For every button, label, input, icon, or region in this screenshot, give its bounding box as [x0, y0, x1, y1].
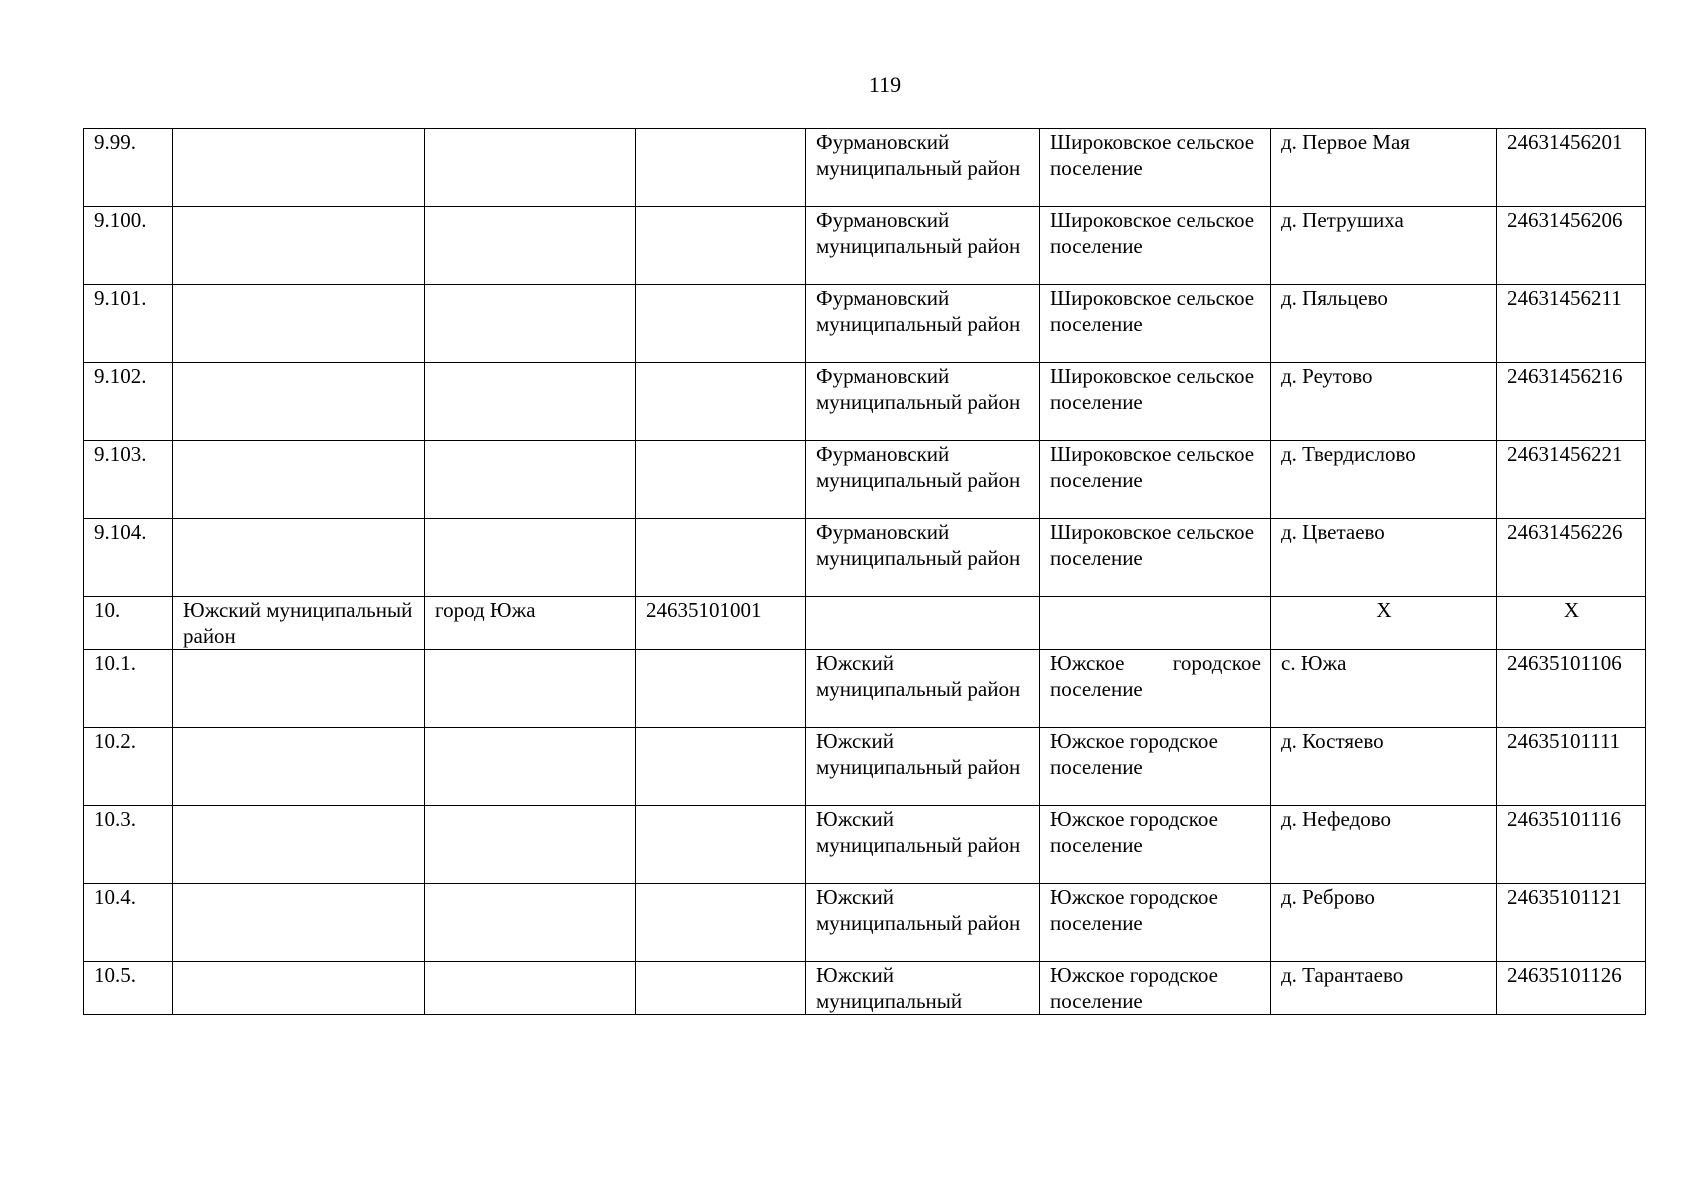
settlement-cell: Широковское сельское поселение: [1040, 207, 1271, 285]
district-name-cell: [173, 650, 425, 728]
district-name-cell: [173, 806, 425, 884]
table-row: [84, 207, 1646, 285]
code-cell: 24635101111: [1497, 728, 1646, 806]
locality-cell: д. Нефедово: [1271, 806, 1497, 884]
center-name-cell: [425, 962, 636, 1015]
center-name-cell: [425, 363, 636, 441]
code-cell: 24635101126: [1497, 962, 1646, 1015]
district-name-cell: [173, 728, 425, 806]
center-name-cell: [425, 728, 636, 806]
district-name-cell: [173, 441, 425, 519]
center-code-cell: [636, 884, 806, 962]
locality-cell: X: [1271, 597, 1497, 650]
settlement-cell: Широковское сельское поселение: [1040, 441, 1271, 519]
district-name-cell: [173, 519, 425, 597]
code-cell: 24635101116: [1497, 806, 1646, 884]
row-number: 10.4.: [84, 884, 173, 962]
district-cell: Фурмановский муниципальный район: [806, 129, 1040, 207]
register-table: [83, 128, 1646, 1015]
district-cell: Фурмановский муниципальный район: [806, 519, 1040, 597]
center-code-cell: [636, 962, 806, 1015]
district-cell: Южский муниципальный район: [806, 884, 1040, 962]
district-cell: Фурмановский муниципальный район: [806, 441, 1040, 519]
table-row: [84, 285, 1646, 363]
locality-cell: д. Твердислово: [1271, 441, 1497, 519]
district-cell: Южский муниципальный район: [806, 728, 1040, 806]
locality-cell: д. Цветаево: [1271, 519, 1497, 597]
row-number: 9.104.: [84, 519, 173, 597]
table-row: [84, 962, 1646, 1015]
code-cell: X: [1497, 597, 1646, 650]
district-name-cell: [173, 962, 425, 1015]
district-cell: Фурмановский муниципальный район: [806, 363, 1040, 441]
center-name-cell: [425, 519, 636, 597]
center-code-cell: [636, 285, 806, 363]
locality-cell: д. Тарантаево: [1271, 962, 1497, 1015]
district-cell: Южский муниципальный: [806, 962, 1040, 1015]
table-row: [84, 597, 1646, 650]
center-code-cell: 24635101001: [636, 597, 806, 650]
center-name-cell: [425, 884, 636, 962]
district-name-cell: [173, 129, 425, 207]
center-name-cell: [425, 207, 636, 285]
settlement-cell: Южское городское поселение: [1040, 728, 1271, 806]
row-number: 10.2.: [84, 728, 173, 806]
table-row: [84, 728, 1646, 806]
center-code-cell: [636, 650, 806, 728]
locality-cell: д. Первое Мая: [1271, 129, 1497, 207]
center-name-cell: [425, 650, 636, 728]
code-cell: 24635101106: [1497, 650, 1646, 728]
district-name-cell: Южский муниципальный район: [173, 597, 425, 650]
center-code-cell: [636, 441, 806, 519]
row-number: 9.99.: [84, 129, 173, 207]
row-number: 10.3.: [84, 806, 173, 884]
center-code-cell: [636, 806, 806, 884]
code-cell: 24635101121: [1497, 884, 1646, 962]
center-name-cell: город Южа: [425, 597, 636, 650]
code-cell: 24631456216: [1497, 363, 1646, 441]
settlement-cell: Южское городское поселение: [1040, 884, 1271, 962]
settlement-cell: Широковское сельское поселение: [1040, 519, 1271, 597]
table-row: [84, 884, 1646, 962]
table-row: [84, 441, 1646, 519]
district-cell: Фурмановский муниципальный район: [806, 207, 1040, 285]
locality-cell: д. Костяево: [1271, 728, 1497, 806]
table-row: [84, 650, 1646, 728]
center-code-cell: [636, 207, 806, 285]
locality-cell: д. Петрушиха: [1271, 207, 1497, 285]
table-row: [84, 519, 1646, 597]
district-cell: Фурмановский муниципальный район: [806, 285, 1040, 363]
row-number: 10.: [84, 597, 173, 650]
district-cell: Южский муниципальный район: [806, 650, 1040, 728]
row-number: 9.103.: [84, 441, 173, 519]
table-row: [84, 363, 1646, 441]
settlement-cell: Южское городское поселение: [1040, 806, 1271, 884]
district-name-cell: [173, 285, 425, 363]
code-cell: 24631456226: [1497, 519, 1646, 597]
settlement-cell: Широковское сельское поселение: [1040, 129, 1271, 207]
locality-cell: с. Южа: [1271, 650, 1497, 728]
row-number: 10.5.: [84, 962, 173, 1015]
center-name-cell: [425, 441, 636, 519]
row-number: 10.1.: [84, 650, 173, 728]
code-cell: 24631456206: [1497, 207, 1646, 285]
table-row: [84, 129, 1646, 207]
district-cell: Южский муниципальный район: [806, 806, 1040, 884]
district-name-cell: [173, 884, 425, 962]
center-code-cell: [636, 728, 806, 806]
row-number: 9.101.: [84, 285, 173, 363]
center-name-cell: [425, 806, 636, 884]
settlement-cell: Южское городское поселение: [1040, 650, 1271, 728]
district-name-cell: [173, 363, 425, 441]
settlement-cell: [1040, 597, 1271, 650]
row-number: 9.102.: [84, 363, 173, 441]
row-number: 9.100.: [84, 207, 173, 285]
settlement-cell: Широковское сельское поселение: [1040, 363, 1271, 441]
center-name-cell: [425, 129, 636, 207]
district-cell: [806, 597, 1040, 650]
code-cell: 24631456201: [1497, 129, 1646, 207]
code-cell: 24631456221: [1497, 441, 1646, 519]
table-row: [84, 806, 1646, 884]
locality-cell: д. Пяльцево: [1271, 285, 1497, 363]
locality-cell: д. Реутово: [1271, 363, 1497, 441]
settlement-cell: Южское городское поселение: [1040, 962, 1271, 1015]
page-number: 119: [868, 72, 902, 97]
center-code-cell: [636, 129, 806, 207]
locality-cell: д. Реброво: [1271, 884, 1497, 962]
code-cell: 24631456211: [1497, 285, 1646, 363]
center-code-cell: [636, 363, 806, 441]
center-name-cell: [425, 285, 636, 363]
center-code-cell: [636, 519, 806, 597]
settlement-cell: Широковское сельское поселение: [1040, 285, 1271, 363]
district-name-cell: [173, 207, 425, 285]
